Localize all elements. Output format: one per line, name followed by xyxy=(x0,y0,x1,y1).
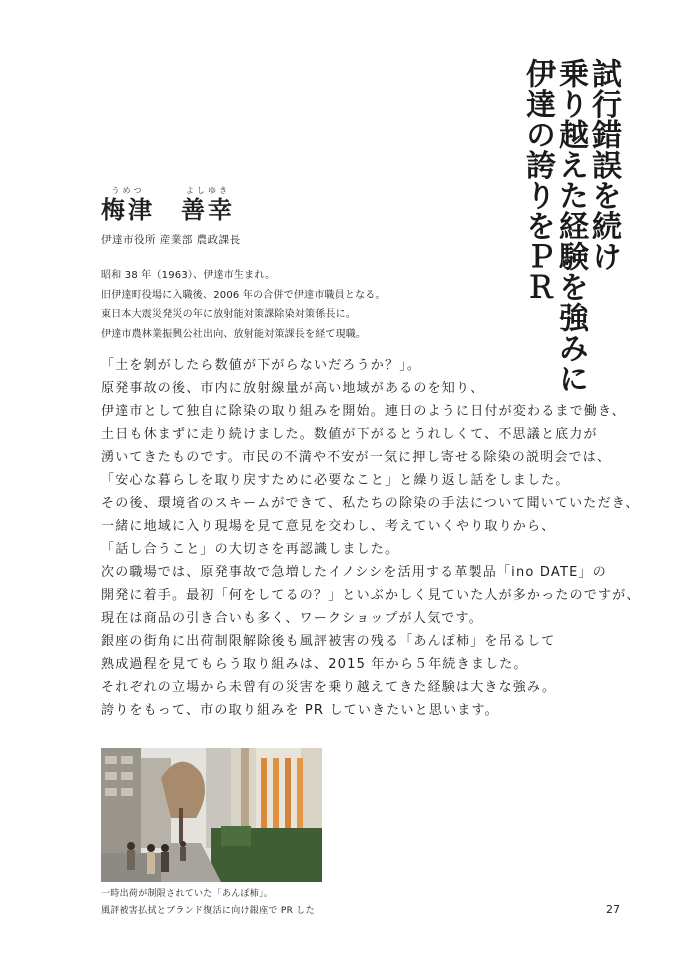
body-line: 誇りをもって、市の取り組みを PR していきたいと思います。 xyxy=(101,703,499,718)
bio-line: 昭和 38 年（1963）、伊達市生まれ。 xyxy=(101,270,276,281)
body-line: 開発に着手。最初「何をしてるの？」といぶかしく見ていた人が多かったのですが、 xyxy=(101,588,641,603)
body-line: 原発事故の後、市内に放射線量が高い地域があるのを知り、 xyxy=(101,381,485,396)
body-line: 土日も休まずに走り続けました。数値が下がるとうれしくて、不思議と底力が xyxy=(101,427,598,442)
body-line: 「話し合うこと」の大切さを再認識しました。 xyxy=(101,542,400,557)
caption-line: 一時出荷が制限されていた「あんぽ柿」。 xyxy=(101,889,274,899)
title-line: 試行錯誤を続け xyxy=(586,58,621,272)
body-line: 湧いてきたものです。市民の不満や不安が一気に押し寄せる除染の説明会では、 xyxy=(101,450,612,465)
author-block xyxy=(101,186,241,247)
author-bio xyxy=(101,266,386,344)
family-name: 梅津 xyxy=(101,195,155,224)
body-line: 次の職場では、原発事故で急増したイノシシを活用する革製品「ino DATE」の xyxy=(101,565,607,580)
street-photo-illustration xyxy=(101,748,322,882)
photo-caption xyxy=(101,886,315,920)
article-title xyxy=(521,58,620,394)
author-affiliation: 伊達市役所 産業部 農政課長 xyxy=(101,234,241,246)
body-line: 「安心な暮らしを取り戻すために必要なこと」と繰り返し話をしました。 xyxy=(101,473,570,488)
title-line: 乗り越えた経験を強みに xyxy=(553,58,588,394)
bio-line: 東日本大震災発災の年に放射能対策課除染対策係長に。 xyxy=(101,309,356,320)
body-line: その後、環境省のスキームができて、私たちの除染の手法について聞いていただき、 xyxy=(101,496,640,511)
body-line: 熟成過程を見てもらう取り組みは、2015 年から５年続きました。 xyxy=(101,657,528,672)
author-given-name xyxy=(181,186,235,224)
title-line: 伊達の誇りをＰＲ xyxy=(520,58,555,302)
given-name-ruby: よしゆき xyxy=(186,186,230,195)
body-line: 銀座の街角に出荷制限解除後も風評被害の残る「あんぽ柿」を吊るして xyxy=(101,634,556,649)
author-family-name xyxy=(101,186,155,224)
given-name: 善幸 xyxy=(181,195,235,224)
body-line: 現在は商品の引き合いも多く、ワークショップが人気です。 xyxy=(101,611,483,626)
body-line: それぞれの立場から未曾有の災害を乗り越えてきた経験は大きな強み。 xyxy=(101,680,557,695)
bio-line: 旧伊達町役場に入職後、2006 年の合併で伊達市職員となる。 xyxy=(101,289,386,301)
body-line: 伊達市として独自に除染の取り組みを開始。連日のように日付が変わるまで働き、 xyxy=(101,404,626,419)
caption-line: 風評被害払拭とブランド復活に向け銀座で PR した xyxy=(101,906,315,916)
body-line: 「土を剝がしたら数値が下がらないだろうか？」。 xyxy=(101,358,422,373)
bio-line: 伊達市農林業振興公社出向、放射能対策課長を経て現職。 xyxy=(101,328,367,340)
ginza-street-photo xyxy=(101,748,322,882)
page-number: 27 xyxy=(606,903,620,916)
body-line: 一緒に地域に入り現場を見て意見を交わし、考えていくやり取りから、 xyxy=(101,519,556,534)
author-name xyxy=(101,186,241,224)
article-body xyxy=(101,354,641,722)
family-name-ruby: うめつ xyxy=(111,186,145,195)
